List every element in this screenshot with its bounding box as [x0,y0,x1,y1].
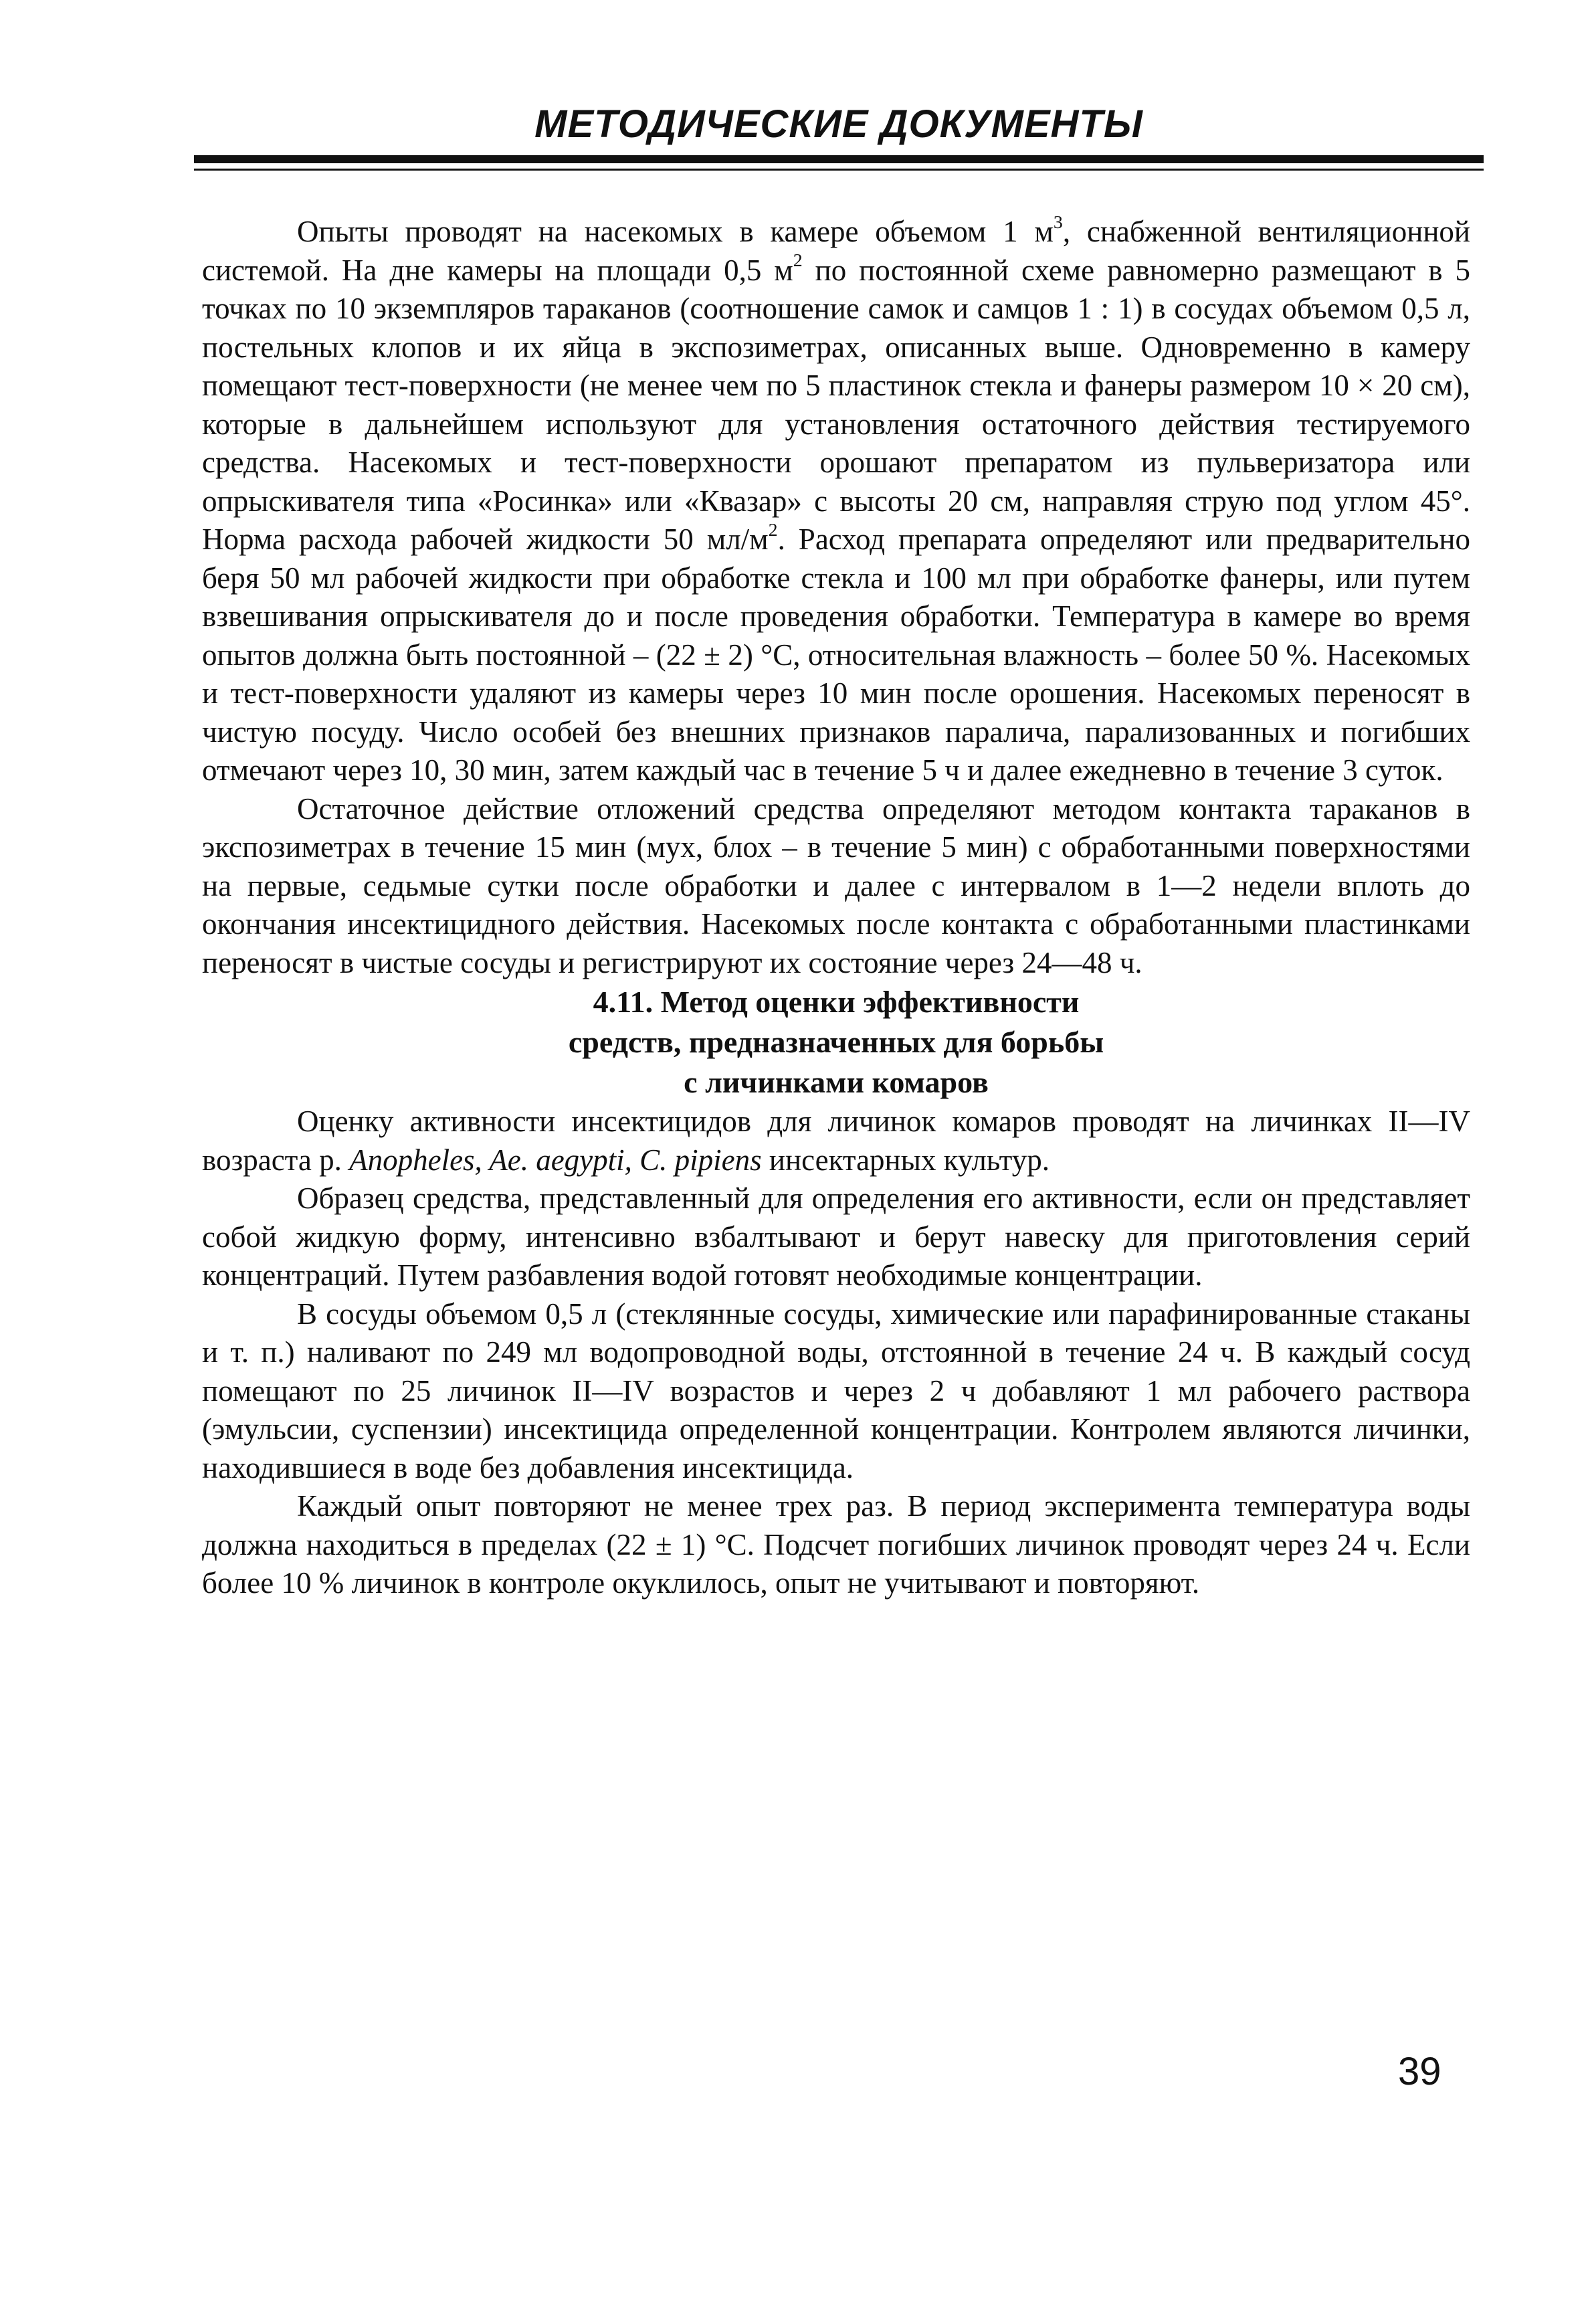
p1-text-d: . Расход препарата определяют или предварительно беря 50 мл рабочей жидкости при обработке стекла и 100 мл при обработке фанеры, или путем взвешивания опрыскивателя до и после проведения обработки. Температура в камере во время опытов должна быть постоянной – (22 ± 2) °С, относительная влажность – более 50 %. Насекомых и тест-поверхности удаляют из камеры через 10 мин после орошения. Насекомых переносят в чистую посуду. Число особей без внешних признаков паралича, парализованных и погибших отмечают через 10, 30 мин, затем каждый час в течение 5 ч и далее ежедневно в течение 3 суток. [202,522,1470,787]
p1-superscript-b: 2 [793,250,803,272]
p1-text-c: по постоянной схеме равномерно размещают в 5 точках по 10 экземпляров тараканов (соотношение самок и самцов 1 : 1) в сосудах объемом 0,5 л, постельных клопов и их яйца в экспозиметрах, описанных выше. Одновременно в камеру помещают тест-поверхности (не менее чем по 5 пластинок стекла и фанеры размером 10 × 20 см), которые в дальнейшем используют для установления остаточного действия тестируемого средства. Насекомых и тест-поверхности орошают препаратом из пульверизатора или опрыскивателя типа «Росинка» или «Квазар» с высоты 20 см, направляя струю под углом 45°. Норма расхода рабочей жидкости 50 мл/м [202,253,1470,556]
paragraph-6: Каждый опыт повторяют не менее трех раз. В период эксперимента температура воды должна находиться в пределах (22 ± 1) °С. Подсчет погибших личинок проводят через 24 ч. Если более 10 % личинок в контроле окуклилось, опыт не учитывают и повторяют. [202,1489,1470,1600]
body-text [202,213,1470,1603]
p1-superscript-c: 2 [768,519,778,541]
p3-text-b: инсектарных культур. [761,1143,1050,1177]
paragraph-2: Остаточное действие отложений средства определяют методом контакта тараканов в экспозиметрах в течение 15 мин (мух, блох – в течение 5 мин) с обработанными поверхностями на первые, седьмые сутки после обработки и далее с интервалом в 1—2 недели вплоть до окончания инсектицидного действия. Насекомых после контакта с обработанными пластинками переносят в чистые сосуды и регистрируют их состояние через 24—48 ч. [202,791,1470,979]
p3-species-names: Anopheles, Ae. aegypti, C. pipiens [349,1143,762,1177]
section-heading-line-2: средств, предназначенных для борьбы [568,1025,1104,1059]
section-heading [202,982,1470,1103]
paragraph-3 [202,1103,1470,1179]
p1-text-a: Опыты проводят на насекомых в камере объемом 1 м [297,215,1054,248]
paragraph-1 [202,213,1470,790]
header-rule-thick [194,155,1484,163]
p1-superscript-a: 3 [1053,211,1063,233]
running-header-title: МЕТОДИЧЕСКИЕ ДОКУМЕНТЫ [534,102,1143,146]
page-number: 39 [1398,2050,1441,2093]
p3-text-a: Оценку активности инсектицидов для личинок комаров проводят на личинках II—IV возраста р. [202,1105,1470,1177]
section-heading-line-3: с личинками комаров [684,1065,989,1099]
header-rule-thin [194,169,1484,171]
paragraph-4: Образец средства, представленный для определения его активности, если он представляет собой жидкую форму, интенсивно взбалтывают и берут навеску для приготовления серий концентраций. Путем разбавления водой готовят необходимые концентрации. [202,1181,1470,1292]
paragraph-5: В сосуды объемом 0,5 л (стеклянные сосуды, химические или парафинированные стаканы и т. п.) наливают по 249 мл водопроводной воды, отстоянной в течение 24 ч. В каждый сосуд помещают по 25 личинок II—IV возрастов и через 2 ч добавляют 1 мл рабочего раствора (эмульсии, суспензии) инсектицида определенной концентрации. Контролем являются личинки, находившиеся в воде без добавления инсектицида. [202,1297,1470,1485]
p1-text-b: , снабженной вентиляционной системой. На дне камеры на площади 0,5 м [202,215,1471,287]
section-heading-line-1: 4.11. Метод оценки эффективности [593,985,1080,1019]
